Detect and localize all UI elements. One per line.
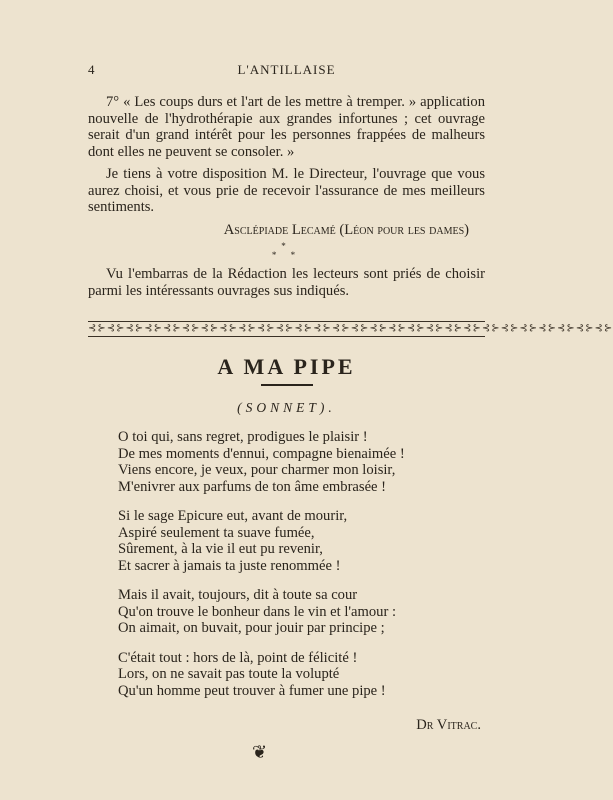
- poem-line: Qu'on trouve le bonheur dans le vin et l'amour :: [118, 603, 397, 620]
- title-underline: [261, 384, 313, 386]
- stanza: [118, 429, 485, 495]
- poem-line: Mais il avait, toujours, dit à toute sa cour: [118, 587, 358, 603]
- stanza: [118, 508, 485, 574]
- asterism: [88, 242, 485, 260]
- letter-paragraph-1: 7° « Les coups durs et l'art de les mettre à tremper. » application nouvelle de l'hydrothérapie aux grandes infortunes ; cet ouvrage serait d'un grand intérêt pour les personnes frappées de malheurs dont elles ne peuvent se consoler. »: [88, 94, 485, 160]
- poem-line: De mes moments d'ennui, compagne bienaimée !: [118, 445, 405, 462]
- poem-line: Si le sage Epicure eut, avant de mourir,: [118, 508, 348, 524]
- poem-line: Et sacrer à jamais ta juste renommée !: [118, 557, 341, 574]
- letter-paragraph-2: Je tiens à votre disposition M. le Directeur, l'ouvrage que vous aurez choisi, et vous prie de recevoir l'assurance de mes meilleurs sentiments.: [88, 166, 485, 215]
- poem-line: On aimait, on buvait, pour jouir par principe ;: [118, 620, 385, 636]
- poem-line: Sûrement, à la vie il eut pu revenir,: [118, 541, 323, 557]
- poem-subtitle: (SONNET).: [237, 399, 336, 415]
- stanza: [118, 587, 485, 637]
- poem-line: Aspiré seulement ta suave fumée,: [118, 524, 315, 541]
- running-header: [88, 62, 485, 82]
- poem-title: A MA PIPE: [217, 354, 356, 379]
- poem-line: M'enivrer aux parfums de ton âme embrasée !: [118, 478, 387, 495]
- poem-line: O toi qui, sans regret, prodigues le plaisir !: [118, 429, 368, 445]
- fleuron-ornament: ❦: [251, 742, 268, 762]
- stanza: [118, 650, 485, 700]
- poem-line: Viens encore, je veux, pour charmer mon loisir,: [118, 462, 396, 478]
- poem-line: Lors, on ne savait pas toute la volupté: [118, 666, 340, 682]
- page-body: [88, 94, 613, 734]
- divider-rule-top: [88, 321, 485, 322]
- divider-ornament-band: ⊰⊱⊰⊱⊰⊱⊰⊱⊰⊱⊰⊱⊰⊱⊰⊱⊰⊱⊰⊱⊰⊱⊰⊱⊰⊱⊰⊱⊰⊱⊰⊱⊰⊱⊰⊱⊰⊱⊰⊱⊰⊱⊰⊱⊰⊱⊰⊱⊰⊱⊰⊱⊰⊱⊰⊱: [88, 323, 613, 334]
- poem-author: Dr Vitrac.: [416, 717, 481, 733]
- letter-signature: Asclépiade Lecamé (Léon pour les dames): [223, 221, 469, 238]
- divider-rule-bottom: [88, 336, 485, 337]
- poem-line: Qu'un homme peut trouver à fumer une pipe !: [118, 682, 386, 699]
- poem: [88, 429, 485, 699]
- page-number: 4: [88, 62, 96, 77]
- running-title: L'ANTILLAISE: [237, 62, 336, 77]
- ornamental-divider: [88, 321, 613, 337]
- asterism-top: *: [281, 241, 292, 251]
- poem-line: C'était tout : hors de là, point de félicité !: [118, 649, 358, 666]
- editor-note: Vu l'embarras de la Rédaction les lecteurs sont priés de choisir parmi les intéressants ouvrages sus indiqués.: [88, 266, 485, 299]
- asterism-bottom: * *: [271, 250, 302, 260]
